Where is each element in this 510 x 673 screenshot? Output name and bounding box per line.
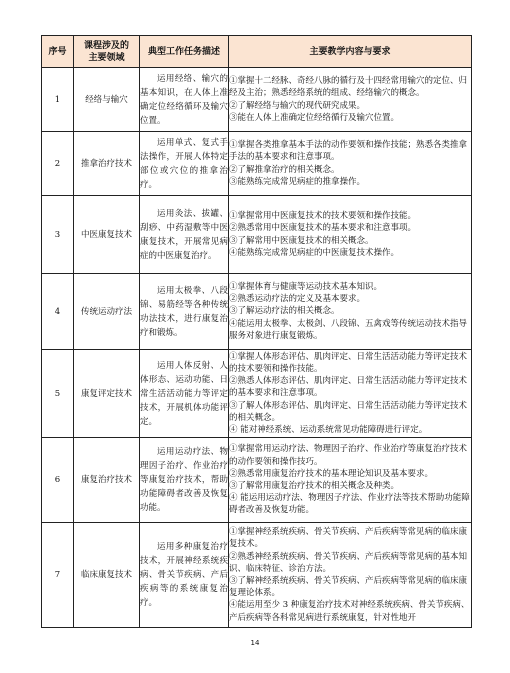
- row-content: [229, 523, 472, 628]
- header-area: 课程涉及的主要领域: [74, 36, 140, 68]
- row-number: 5: [42, 350, 74, 438]
- content-item: ②了解经络与输穴的现代研究成果。: [229, 100, 366, 111]
- content-item: ④ 能运用运动疗法、物理因子疗法、作业疗法等技术帮助功能障碍者改善及恢复功能。: [229, 493, 470, 516]
- table-row: [42, 132, 472, 196]
- row-number: 2: [42, 132, 74, 196]
- content-item: ②熟悉人体形态评估、肌肉评定、日常生活活动能力等评定技术的基本要求和注意事项。: [229, 376, 468, 399]
- content-item: ③了解神经系统疾病、骨关节疾病、产后疾病等常见病的临床康复理论体系。: [229, 576, 468, 599]
- content-item: ①掌握常用运动疗法、物理因子治疗、作业治疗等康复治疗技术的动作要领和操作技巧。: [229, 444, 468, 467]
- content-item: ③了解人体形态评估、肌肉评定、日常生活活动能力等评定技术的相关概念。: [229, 400, 468, 423]
- row-content: [229, 438, 472, 523]
- row-content: [229, 132, 472, 196]
- row-area: 康复评定技术: [74, 350, 140, 438]
- row-content: [229, 196, 472, 274]
- row-area: 康复治疗技术: [74, 438, 140, 523]
- content-item: ②熟悉常用中医康复技术的基本要求和注意事项。: [229, 223, 417, 234]
- curriculum-table: [41, 35, 472, 628]
- row-task: 运用运动疗法、物理因子治疗、作业治疗等康复治疗技术，帮助功能障碍者改善及恢复功能。: [140, 438, 229, 523]
- row-number: 4: [42, 274, 74, 350]
- content-item: ④能熟练完成常见病症的中医康复技术操作。: [229, 247, 400, 258]
- content-item: ①掌握常用中医康复技术的技术要领和操作技能。: [229, 211, 417, 222]
- table-row: [42, 523, 472, 628]
- table-row: [42, 68, 472, 132]
- table-row: [42, 350, 472, 438]
- header-task: 典型工作任务描述: [140, 36, 229, 68]
- row-area: 中医康复技术: [74, 196, 140, 274]
- row-area: 经络与输穴: [74, 68, 140, 132]
- content-item: ①掌握神经系统疾病、骨关节疾病、产后疾病等常见病的临床康复技术。: [229, 527, 468, 550]
- row-number: 3: [42, 196, 74, 274]
- row-number: 6: [42, 438, 74, 523]
- content-item: ①掌握人体形态评估、肌肉评定、日常生活活动能力等评定技术的技术要领和操作技能。: [229, 351, 468, 374]
- content-item: ④能运用至少 3 种康复治疗技术对神经系统疾病、骨关节疾病、产后疾病等各科常见病进行系统康复，针对性地开: [229, 600, 470, 623]
- content-item: ④ 能对神经系统、运动系统常见功能障碍进行评定。: [229, 425, 428, 435]
- content-item: ②熟悉神经系统疾病、骨关节疾病、产后疾病等常见病的基本知识、临床特征、诊治方法。: [229, 551, 468, 574]
- header-content: 主要教学内容与要求: [229, 36, 472, 68]
- row-content: [229, 350, 472, 438]
- content-item: ④能运用太极拳、太极剑、八段锦、五禽戏等传统运动技术指导服务对象进行康复锻炼。: [229, 318, 468, 341]
- row-task: 运用单式、复式手法操作，开展人体特定部位或穴位的推拿治疗。: [140, 132, 229, 196]
- row-number: 1: [42, 68, 74, 132]
- row-content: [229, 68, 472, 132]
- header-no: 序号: [42, 36, 74, 68]
- row-area: 推拿治疗技术: [74, 132, 140, 196]
- row-number: 7: [42, 523, 74, 628]
- content-item: ①掌握各类推拿基本手法的动作要领和操作技能；熟悉各类推拿手法的基本要求和注意事项。: [229, 140, 468, 163]
- content-item: ③能在人体上准确定位经络循行及输穴位置。: [229, 112, 400, 123]
- header-row: [42, 36, 472, 68]
- content-item: ②了解推拿治疗的相关概念。: [229, 164, 340, 175]
- content-item: ②熟悉运动疗法的定义及基本要求。: [229, 294, 366, 305]
- row-area: 传统运动疗法: [74, 274, 140, 350]
- content-item: ①掌握十二经脉、奇经八脉的循行及十四经常用输穴的定位、归经及主治；熟悉经络系统的组成、经络输穴的概念。: [229, 76, 468, 99]
- row-area: 临床康复技术: [74, 523, 140, 628]
- row-task: 运用人体反射、人体形态、运动功能、日常生活活动能力等评定技术，开展机体功能评定。: [140, 350, 229, 438]
- row-content: [229, 274, 472, 350]
- row-task: 运用太极拳、八段锦、易筋经等各种传统功法技术，进行康复治疗和锻炼。: [140, 274, 229, 350]
- content-item: ③了解常用康复治疗技术的相关概念及种类。: [229, 481, 400, 491]
- content-item: ①掌握体育与健康等运动技术基本知识。: [229, 281, 383, 292]
- page-number: 14: [250, 639, 260, 647]
- table-row: [42, 196, 472, 274]
- table-body: [42, 68, 472, 628]
- content-item: ②熟悉常用康复治疗技术的基本理论知识及基本要求。: [229, 468, 434, 479]
- content-item: ③了解常用中医康复技术的相关概念。: [229, 235, 374, 246]
- row-task: 运用经络、输穴的基本知识，在人体上准确定位经络循环及输穴位置。: [140, 68, 229, 132]
- row-task: 运用多种康复治疗技术，开展神经系统疾病、骨关节疾病、产后疾病等的系统康复治疗。: [140, 523, 229, 628]
- table-row: [42, 438, 472, 523]
- table-row: [42, 274, 472, 350]
- content-item: ③能熟练完成常见病症的推拿操作。: [229, 176, 366, 187]
- content-item: ③了解运动疗法的相关概念。: [229, 306, 340, 317]
- row-task: 运用灸法、拔罐、刮痧、中药湿敷等中医康复技术，开展常见病症的中医康复治疗。: [140, 196, 229, 274]
